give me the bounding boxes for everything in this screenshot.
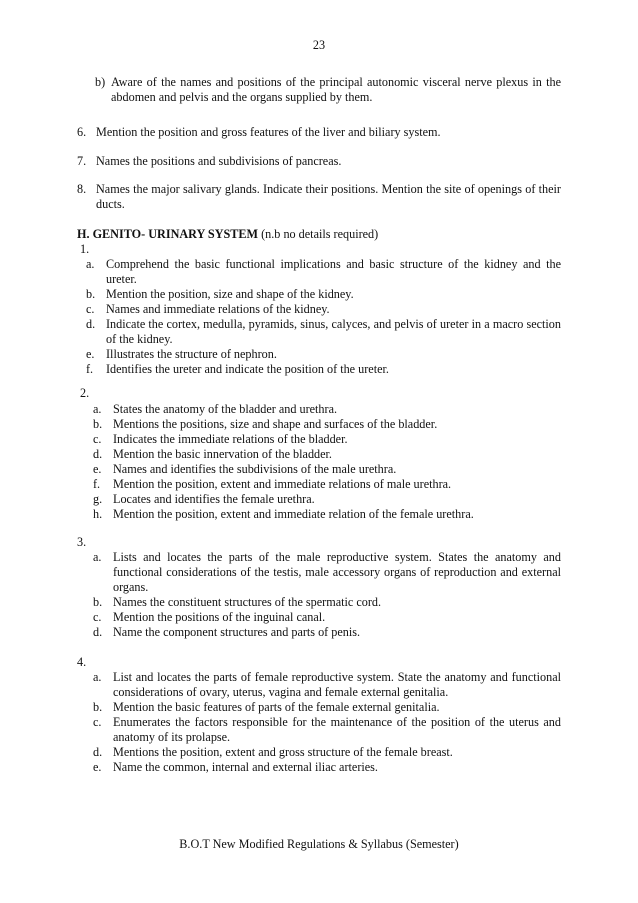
group-number-1: 1. <box>80 242 90 256</box>
section-title: H. GENITO- URINARY SYSTEM <box>77 227 259 241</box>
numbered-label: 8. <box>77 182 87 196</box>
page-footer: B.O.T New Modified Regulations & Syllabus (Semester) <box>179 837 459 851</box>
group-number-2: 2. <box>80 386 90 400</box>
list-item: h. Mention the position, extent and immediate relation of the female urethra. <box>93 507 474 521</box>
group-4-list <box>93 670 561 775</box>
list-item: f. Mention the position, extent and immediate relations of male urethra. <box>93 477 452 491</box>
list-item: e. Illustrates the structure of nephron. <box>86 347 277 361</box>
list-item: b. Mention the position, size and shape of the kidney. <box>86 287 354 301</box>
list-item: a. Comprehend the basic functional implications and basic structure of the kidney and the ureter. <box>86 257 561 286</box>
list-item: g. Locates and identifies the female urethra. <box>93 492 315 506</box>
list-item: b. Mention the basic features of parts of the female external genitalia. <box>93 700 440 714</box>
list-item: a. Lists and locates the parts of the male reproductive system. States the anatomy and functional considerations of the testis, male accessory organs of reproduction and external organs. <box>93 550 561 594</box>
list-item: d. Mentions the position, extent and gross structure of the female breast. <box>93 745 453 759</box>
list-item: d. Indicate the cortex, medulla, pyramids, sinus, calyces, and pelvis of ureter in a macro section of the kidney. <box>86 317 561 346</box>
intro-label: b) <box>95 75 106 89</box>
list-item: e. Name the common, internal and external iliac arteries. <box>93 760 378 774</box>
list-item: c. Names and immediate relations of the kidney. <box>86 302 330 316</box>
list-item: e. Names and identifies the subdivisions of the male urethra. <box>93 462 397 476</box>
list-item: c. Enumerates the factors responsible for the maintenance of the position of the uterus and anatomy of its prolapse. <box>93 715 561 744</box>
list-item: a. List and locates the parts of female reproductive system. State the anatomy and functional considerations of ovary, uterus, vagina and female external genitalia. <box>93 670 561 699</box>
list-item: d. Name the component structures and parts of penis. <box>93 625 361 639</box>
group-1-list <box>86 257 561 377</box>
numbered-item-8 <box>77 182 561 212</box>
group-number-3: 3. <box>77 535 87 549</box>
intro-item <box>95 75 561 105</box>
numbered-text: Names the positions and subdivisions of pancreas. <box>96 154 342 168</box>
list-item: c. Indicates the immediate relations of the bladder. <box>93 432 348 446</box>
group-3-list <box>93 550 561 640</box>
numbered-text: Mention the position and gross features of the liver and biliary system. <box>96 125 441 139</box>
list-item: c. Mention the positions of the inguinal canal. <box>93 610 326 624</box>
list-item: d. Mention the basic innervation of the bladder. <box>93 447 332 461</box>
page-number: 23 <box>312 38 326 52</box>
numbered-label: 7. <box>77 154 87 168</box>
list-item: f. Identifies the ureter and indicate the position of the ureter. <box>86 362 389 376</box>
intro-text: Aware of the names and positions of the principal autonomic visceral nerve plexus in the abdomen and pelvis and the organs supplied by them. <box>111 75 561 104</box>
section-note: (n.b no details required) <box>261 227 379 241</box>
numbered-text: Names the major salivary glands. Indicate their positions. Mention the site of openings of their ducts. <box>96 182 561 211</box>
group-2-list <box>93 402 561 522</box>
group-number-4: 4. <box>77 655 87 669</box>
list-item: b. Mentions the positions, size and shape and surfaces of the bladder. <box>93 417 438 431</box>
numbered-item-7 <box>77 154 561 169</box>
list-item: b. Names the constituent structures of the spermatic cord. <box>93 595 382 609</box>
numbered-label: 6. <box>77 125 87 139</box>
numbered-item-6 <box>77 125 561 140</box>
section-heading <box>77 227 378 242</box>
list-item: a. States the anatomy of the bladder and urethra. <box>93 402 338 416</box>
